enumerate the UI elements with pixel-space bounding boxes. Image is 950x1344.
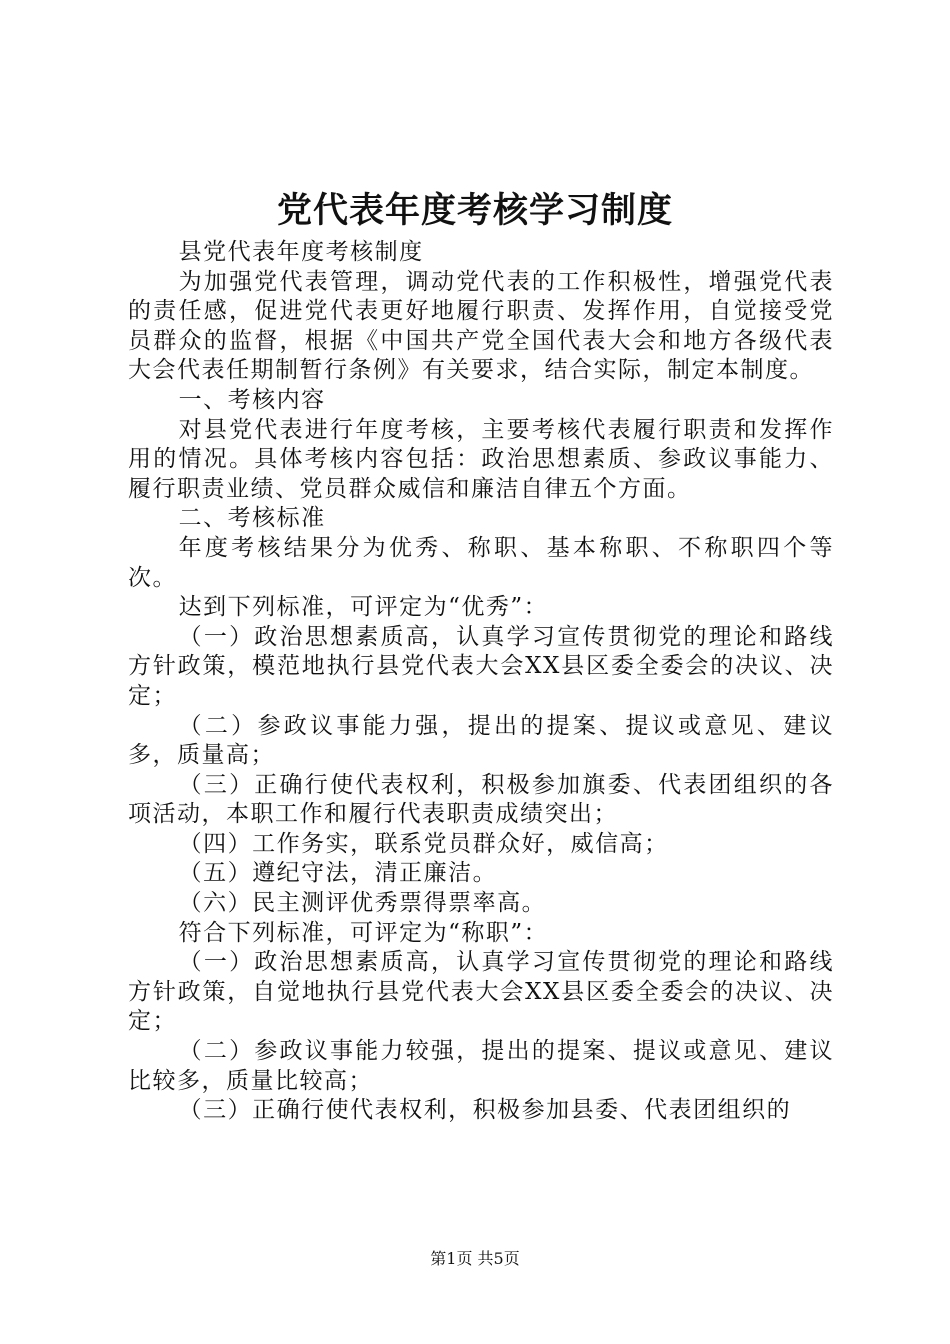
paragraph-competent-lead: 符合下列标准，可评定为“称职”： [178, 919, 549, 946]
page-footer: 第1页 共5页 [430, 1249, 520, 1268]
list-item: （二）参政议事能力强，提出的提案、提议或意见、建议多，质量高； [128, 712, 834, 769]
list-item: （一）政治思想素质高，认真学习宣传贯彻党的理论和路线方针政策，自觉地执行县党代表大会XX县区委全委会的决议、决定； [128, 949, 834, 1035]
list-item: （一）政治思想素质高，认真学习宣传贯彻党的理论和路线方针政策，模范地执行县党代表大会XX县区委全委会的决议、决定； [128, 623, 834, 709]
list-item: （二）参政议事能力较强，提出的提案、提议或意见、建议比较多，质量比较高； [128, 1038, 834, 1094]
list-item: （六）民主测评优秀票得票率高。 [178, 890, 547, 917]
section-heading-content: 一、考核内容 [178, 386, 326, 413]
paragraph-grades: 年度考核结果分为优秀、称职、基本称职、不称职四个等次。 [128, 534, 834, 591]
list-item: （三）正确行使代表权利，积极参加县委、代表团组织的 [178, 1097, 792, 1124]
section-heading-standards: 二、考核标准 [178, 505, 326, 532]
list-item: （三）正确行使代表权利，积极参加旗委、代表团组织的各项活动，本职工作和履行代表职责成绩突出； [128, 771, 834, 828]
paragraph-excellent-lead: 达到下列标准，可评定为“优秀”： [178, 594, 549, 621]
list-item: （五）遵纪守法，清正廉洁。 [178, 860, 498, 887]
page-title: 党代表年度考核学习制度 [276, 190, 673, 231]
document-body [128, 238, 834, 1126]
paragraph-content: 对县党代表进行年度考核，主要考核代表履行职责和发挥作用的情况。具体考核内容包括：政治思想素质、参政议事能力、履行职责业绩、党员群众威信和廉洁自律五个方面。 [128, 416, 834, 502]
paragraph-subtitle: 县党代表年度考核制度 [178, 239, 424, 265]
list-item: （四）工作务实，联系党员群众好，威信高； [178, 830, 669, 857]
paragraph-intro: 为加强党代表管理，调动党代表的工作积极性，增强党代表的责任感，促进党代表更好地履行职责、发挥作用，自觉接受党员群众的监督，根据《中国共产党全国代表大会和地方各级代表大会代表任期制暂行条例》有关要求，结合实际，制定本制度。 [128, 268, 834, 384]
